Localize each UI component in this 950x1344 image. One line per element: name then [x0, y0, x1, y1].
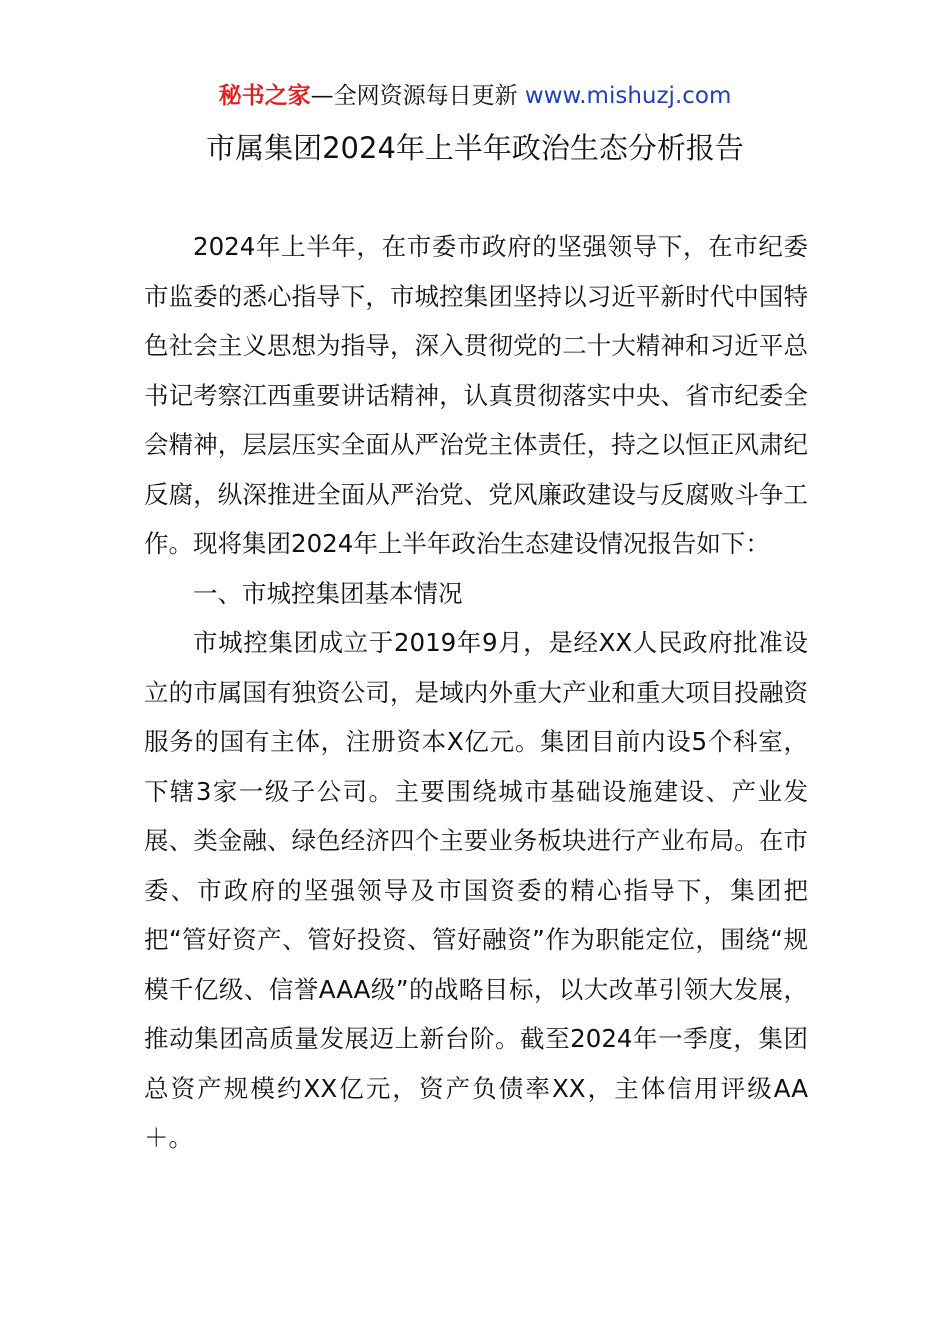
- brand-name: 秘书之家: [218, 83, 311, 109]
- section-heading-1: 一、市城控集团基本情况: [193, 578, 463, 608]
- site-banner: [0, 80, 950, 112]
- document-body: [144, 222, 808, 1163]
- site-url-link[interactable]: www.mishuzj.com: [524, 83, 732, 109]
- banner-tagline: —全网资源每日更新: [310, 83, 518, 109]
- body-paragraph: 市城控集团成立于2019年9月，是经XX人民政府批准设立的市属国有独资公司，是域内外重大产业和重大项目投融资服务的国有主体，注册资本X亿元。集团目前内设5个科室，下辖3家一级子公司。主要围绕城市基础设施建设、产业发展、类金融、绿色经济四个主要业务板块进行产业布局。在市委、市政府的坚强领导及市国资委的精心指导下，集团把把“管好资产、管好投资、管好融资”作为职能定位，围绕“规模千亿级、信誉AAA级”的战略目标，以大改革引领大发展，推动集团高质量发展迈上新台阶。截至2024年一季度，集团总资产规模约XX亿元，资产负债率XX，主体信用评级AA＋。: [144, 628, 808, 1152]
- document-title: 市属集团2024年上半年政治生态分析报告: [206, 131, 744, 165]
- intro-paragraph: 2024年上半年，在市委市政府的坚强领导下，在市纪委市监委的悉心指导下，市城控集团坚持以习近平新时代中国特色社会主义思想为指导，深入贯彻党的二十大精神和习近平总书记考察江西重要讲话精神，认真贯彻落实中央、省市纪委全会精神，层层压实全面从严治党主体责任，持之以恒正风肃纪反腐，纵深推进全面从严治党、党风廉政建设与反腐败斗争工作。现将集团2024年上半年政治生态建设情况报告如下：: [144, 232, 808, 558]
